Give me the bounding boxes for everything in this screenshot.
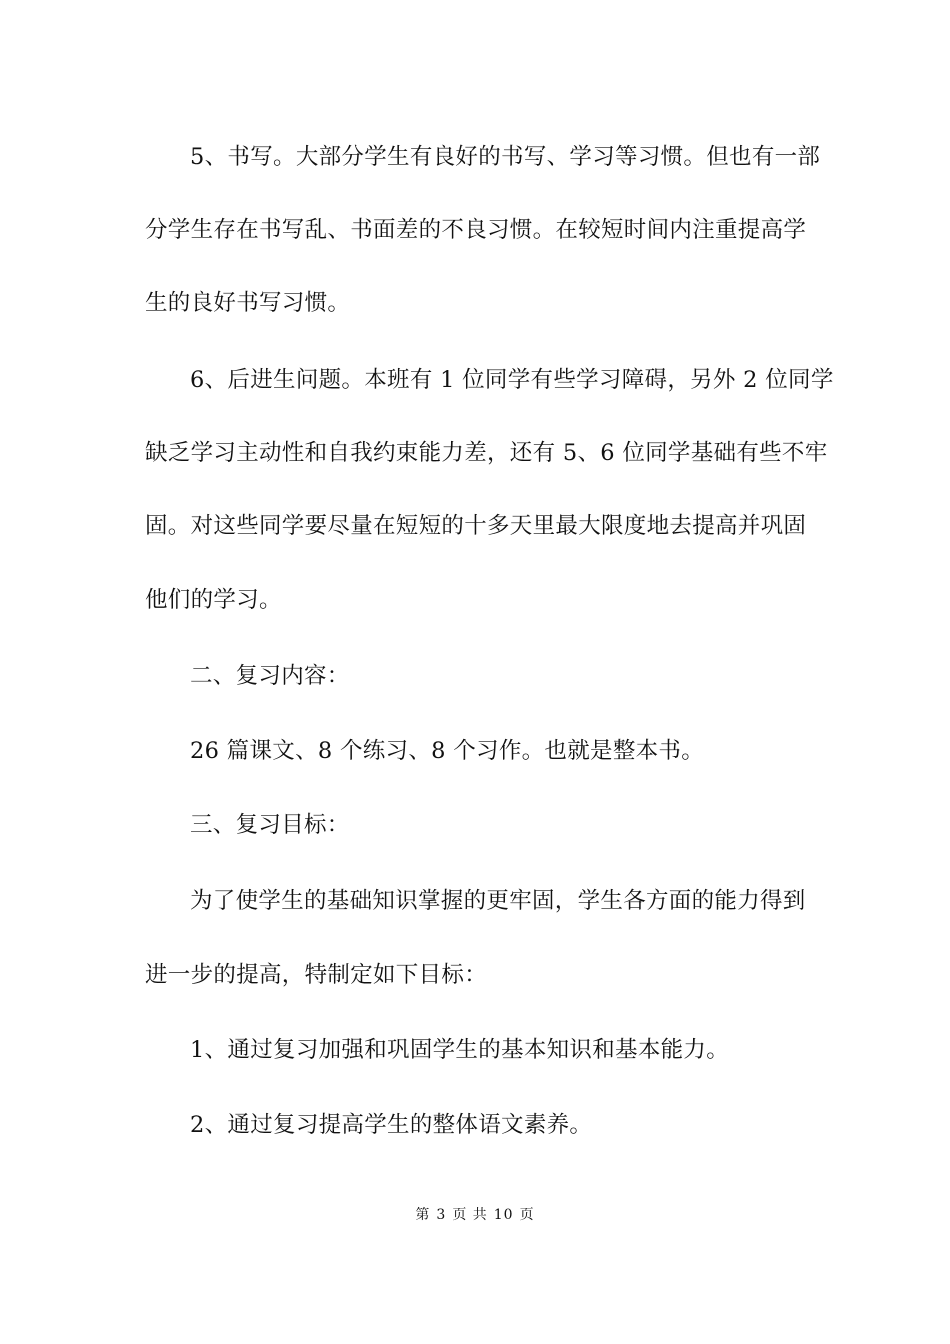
paragraph-line: 固。对这些同学要尽量在短短的十多天里最大限度地去提高并巩固	[145, 513, 807, 539]
paragraph-line: 5、书写。大部分学生有良好的书写、学习等习惯。但也有一部	[190, 144, 821, 170]
paragraph-line: 26 篇课文、8 个练习、8 个习作。也就是整本书。	[190, 738, 705, 764]
paragraph-line: 分学生存在书写乱、书面差的不良习惯。在较短时间内注重提高学	[145, 217, 807, 243]
paragraph-line: 为了使学生的基础知识掌握的更牢固，学生各方面的能力得到	[190, 888, 806, 914]
paragraph-line: 他们的学习。	[145, 587, 282, 613]
paragraph-line: 生的良好书写习惯。	[145, 290, 351, 316]
list-item: 1、通过复习加强和巩固学生的基本知识和基本能力。	[190, 1037, 730, 1063]
paragraph-line: 6、后进生问题。本班有 1 位同学有些学习障碍，另外 2 位同学	[190, 367, 834, 393]
paragraph-line: 进一步的提高，特制定如下目标：	[145, 962, 488, 988]
page-footer	[0, 1205, 950, 1225]
current-page-number: 3	[436, 1207, 447, 1223]
paragraph-line: 缺乏学习主动性和自我约束能力差，还有 5、6 位同学基础有些不牢	[145, 440, 828, 466]
section-heading: 二、复习内容：	[190, 663, 350, 689]
footer-suffix: 页	[519, 1207, 535, 1223]
footer-prefix: 第	[415, 1207, 431, 1223]
list-item: 2、通过复习提高学生的整体语文素养。	[190, 1112, 593, 1138]
footer-mid: 页 共	[452, 1207, 488, 1223]
total-pages-number: 10	[493, 1207, 514, 1223]
section-heading: 三、复习目标：	[190, 812, 350, 838]
